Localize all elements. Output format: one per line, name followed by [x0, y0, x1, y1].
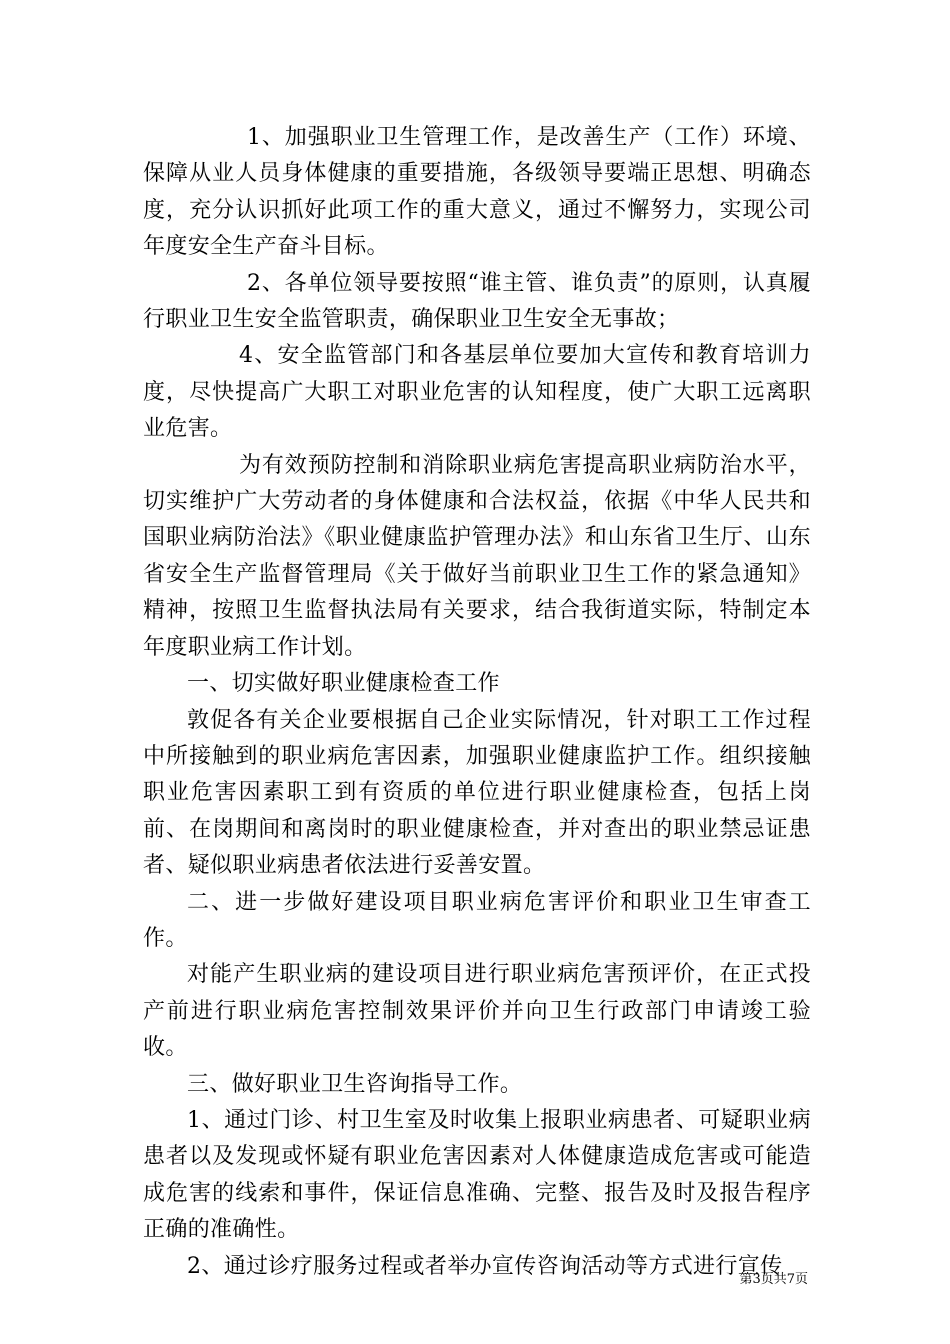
paragraph-strengthen-management: 1、加强职业卫生管理工作，是改善生产（工作）环境、保障从业人员身体健康的重要措施，各级领导要端正思想、明确态度，充分认识抓好此项工作的重大意义，通过不懈努力，实现公司年度安全生产奋斗目标。 [143, 125, 811, 260]
page-number: 第3页共7页 [739, 1272, 808, 1287]
paragraph-health-examination: 敦促各有关企业要根据自己企业实际情况，针对职工工作过程中所接触到的职业病危害因素，加强职业健康监护工作。组织接触职业危害因素职工到有资质的单位进行职业健康检查，包括上岗前、在岗期间和离岗时的职业健康检查，并对查出的职业禁忌证患者、疑似职业病患者依法进行妥善安置。 [143, 707, 811, 879]
document-body [143, 120, 811, 1285]
paragraph-publicity-activities: 2、通过诊疗服务过程或者举办宣传咨询活动等方式进行宣传 [187, 1253, 783, 1279]
paragraph-leadership-responsibility: 2、各单位领导要按照“谁主管、谁负责”的原则，认真履行职业卫生安全监管职责，确保职业卫生安全无事故； [143, 270, 811, 333]
heading-consultation-guidance: 三、做好职业卫生咨询指导工作。 [187, 1071, 523, 1097]
paragraph-plan-basis: 为有效预防控制和消除职业病危害提高职业病防治水平，切实维护广大劳动者的身体健康和合法权益，依据《中华人民共和国职业病防治法》《职业健康监护管理办法》和山东省卫生厅、山东省安全生产监督管理局《关于做好当前职业卫生工作的紧急通知》精神，按照卫生监督执法局有关要求，结合我街道实际，特制定本年度职业病工作计划。 [143, 452, 811, 660]
heading-project-evaluation: 二、进一步做好建设项目职业病危害评价和职业卫生审查工作。 [143, 889, 811, 951]
heading-health-examination: 一、切实做好职业健康检查工作 [187, 671, 500, 697]
paragraph-publicity-training: 4、安全监管部门和各基层单位要加大宣传和教育培训力度，尽快提高广大职工对职业危害的认知程度，使广大职工远离职业危害。 [143, 343, 811, 442]
paragraph-project-evaluation: 对能产生职业病的建设项目进行职业病危害预评价，在正式投产前进行职业病危害控制效果评价并向卫生行政部门申请竣工验收。 [143, 962, 811, 1061]
paragraph-information-reporting: 1、通过门诊、村卫生室及时收集上报职业病患者、可疑职业病患者以及发现或怀疑有职业危害因素对人体健康造成危害或可能造成危害的线索和事件，保证信息准确、完整、报告及时及报告程序正确的准确性。 [143, 1107, 811, 1243]
